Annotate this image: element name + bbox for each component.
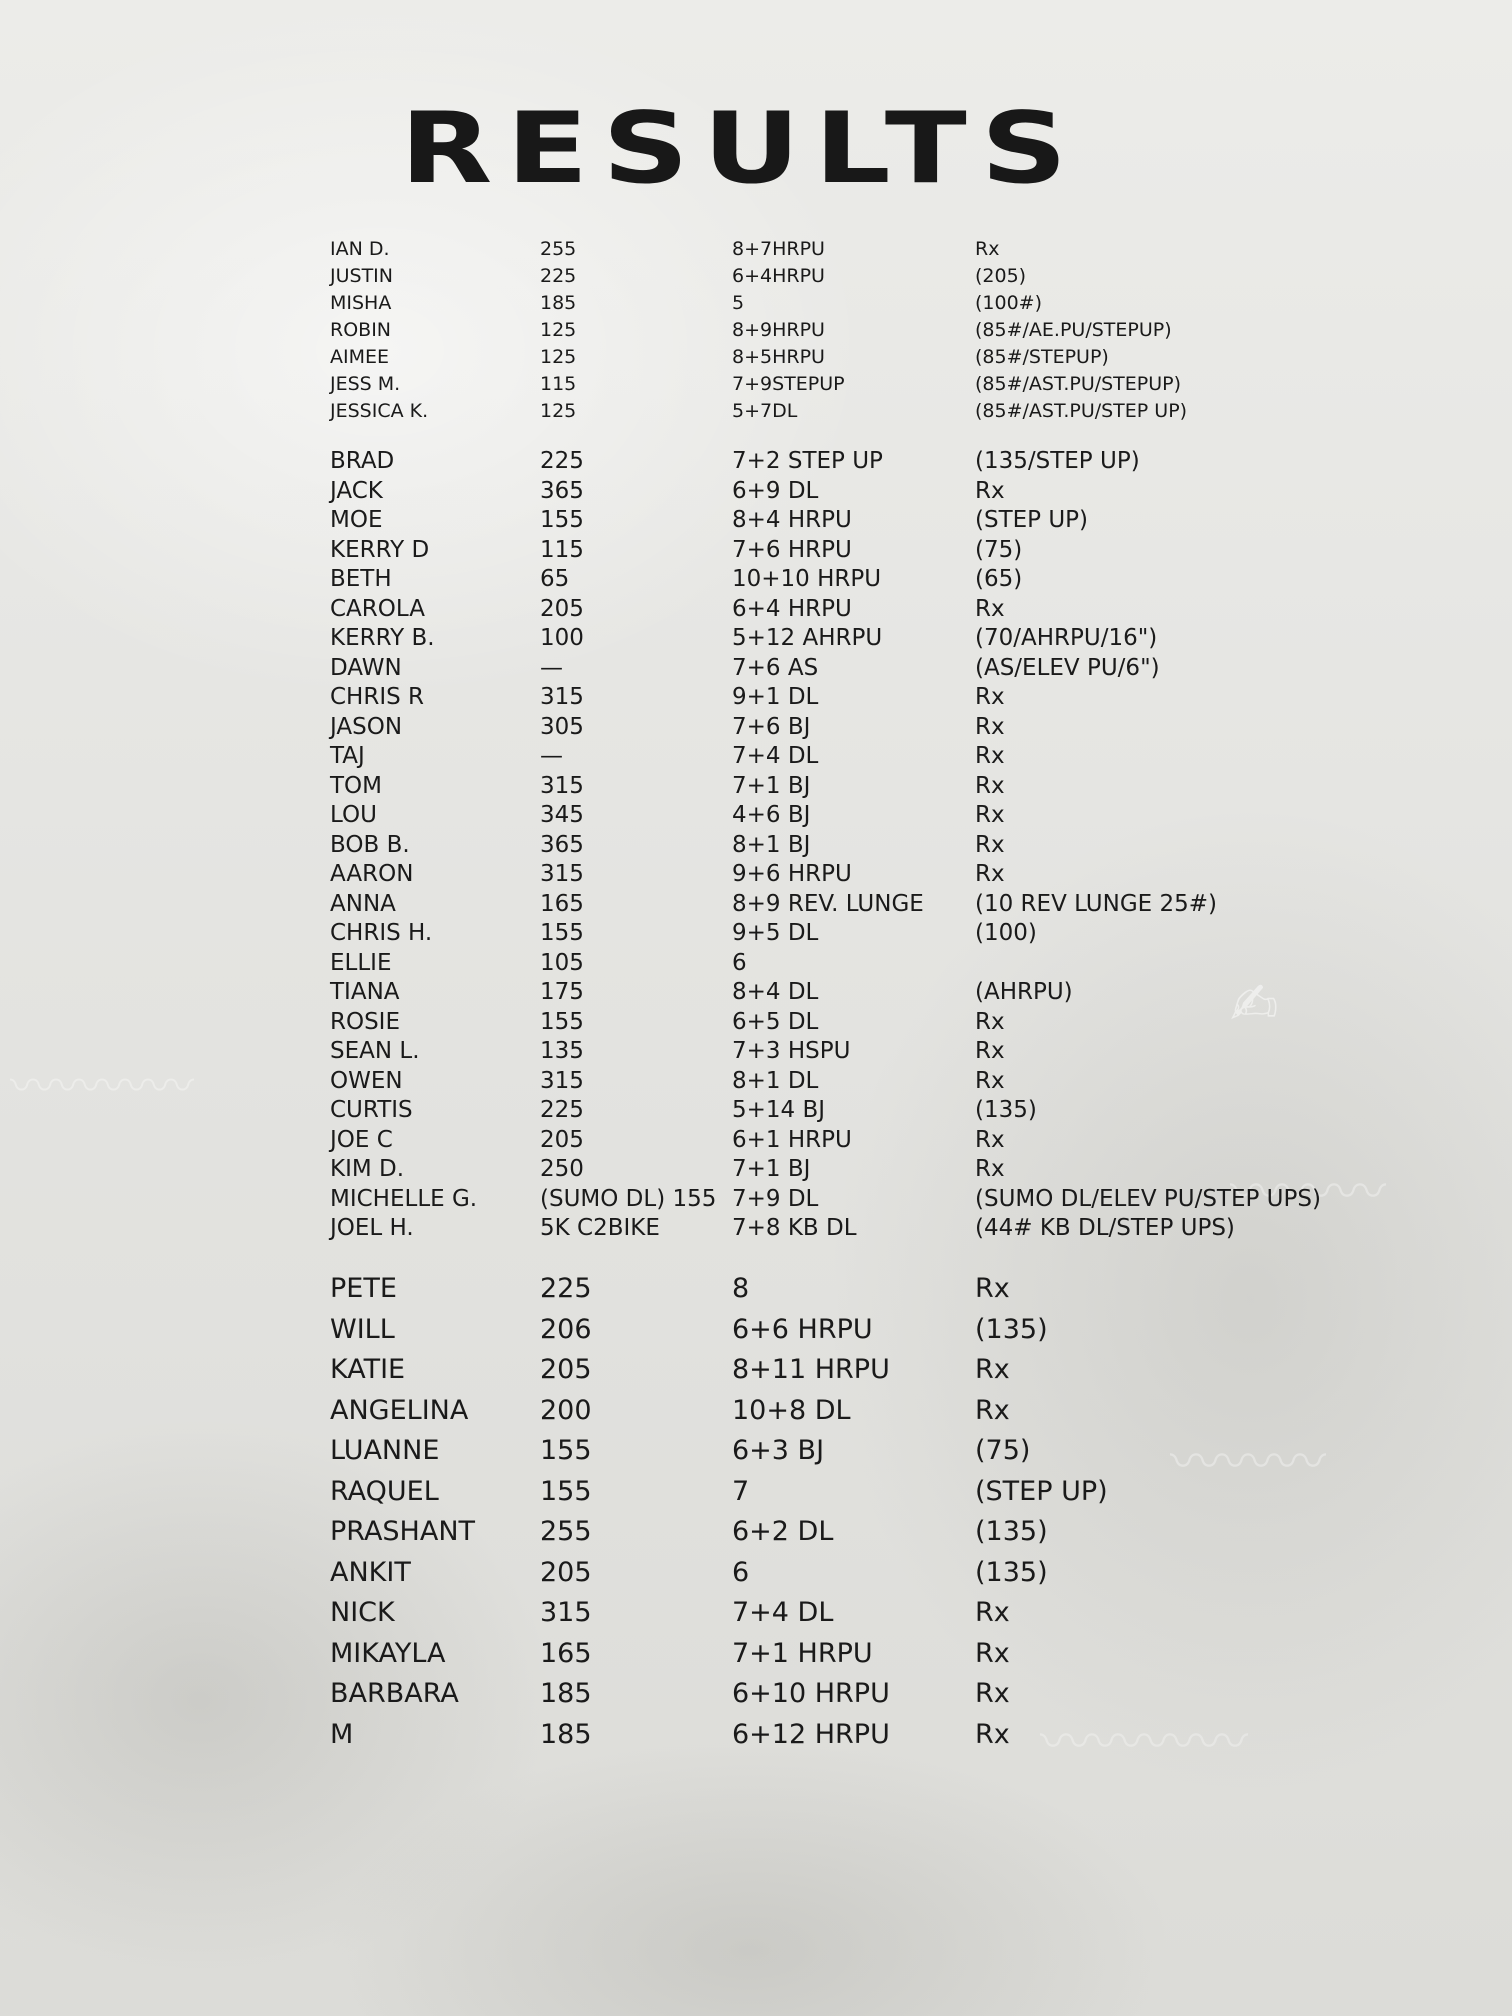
athlete-load: 365	[540, 477, 584, 504]
athlete-name: JUSTIN	[330, 265, 393, 287]
athlete-note: Rx	[975, 1394, 1010, 1426]
result-row	[0, 1719, 1512, 1754]
athlete-load: 115	[540, 373, 577, 395]
athlete-note: (STEP UP)	[975, 507, 1089, 533]
athlete-name: BRAD	[330, 448, 395, 474]
athlete-load: 105	[540, 949, 584, 976]
athlete-name: TOM	[330, 772, 382, 799]
result-row	[0, 773, 1512, 804]
athlete-score: 10+10 HRPU	[732, 566, 882, 592]
result-row	[0, 1186, 1512, 1217]
athlete-name: CURTIS	[330, 1097, 413, 1123]
erased-writing-remnant: 〰〰〰〰	[10, 1059, 194, 1113]
result-row	[0, 891, 1512, 922]
result-row	[0, 346, 1512, 373]
athlete-name: SEAN L.	[330, 1038, 420, 1064]
athlete-name: NICK	[330, 1597, 395, 1628]
athlete-load: 100	[540, 625, 584, 651]
result-row	[0, 478, 1512, 509]
athlete-score: 7+2 STEP UP	[732, 448, 883, 474]
athlete-note: Rx	[975, 1597, 1010, 1628]
athlete-note: (STEP UP)	[975, 1475, 1108, 1507]
athlete-load: 315	[540, 1067, 584, 1094]
result-row	[0, 625, 1512, 656]
athlete-note: Rx	[975, 1718, 1010, 1750]
result-row	[0, 861, 1512, 892]
result-row	[0, 1009, 1512, 1040]
athlete-name: JOE C	[330, 1126, 393, 1153]
athlete-note: Rx	[975, 713, 1005, 740]
athlete-name: CHRIS R	[330, 684, 425, 710]
athlete-note: Rx	[975, 1273, 1010, 1304]
result-row	[0, 537, 1512, 568]
athlete-note: (75)	[975, 536, 1023, 563]
result-row	[0, 373, 1512, 400]
athlete-note: (AS/ELEV PU/6")	[975, 654, 1160, 681]
athlete-name: BARBARA	[330, 1678, 459, 1709]
athlete-name: JOEL H.	[330, 1215, 414, 1241]
athlete-name: JESSICA K.	[330, 400, 429, 422]
result-row	[0, 714, 1512, 745]
athlete-note: Rx	[975, 772, 1005, 799]
result-row	[0, 1038, 1512, 1069]
athlete-score: 9+5 DL	[732, 920, 819, 946]
result-row	[0, 832, 1512, 863]
athlete-load: 205	[540, 595, 584, 622]
athlete-score: 7+1 HRPU	[732, 1637, 873, 1669]
result-row	[0, 655, 1512, 686]
athlete-score: 10+8 DL	[732, 1394, 851, 1426]
athlete-load: —	[540, 743, 563, 769]
athlete-score: 6+10 HRPU	[732, 1678, 890, 1709]
result-row	[0, 238, 1512, 265]
athlete-note: (135)	[975, 1097, 1037, 1123]
athlete-load: 315	[540, 772, 584, 799]
athlete-score: 6+3 BJ	[732, 1435, 825, 1466]
athlete-score: 6+4 HRPU	[732, 595, 852, 622]
athlete-load: 155	[540, 920, 584, 946]
athlete-load: 315	[540, 1597, 592, 1628]
result-row	[0, 1476, 1512, 1511]
result-row	[0, 1097, 1512, 1128]
athlete-name: DAWN	[330, 654, 402, 681]
result-row	[0, 1638, 1512, 1673]
athlete-score: 6+2 DL	[732, 1516, 834, 1547]
athlete-score: 8+1 BJ	[732, 831, 811, 858]
result-row	[0, 920, 1512, 951]
athlete-score: 7+6 AS	[732, 654, 819, 681]
athlete-name: PRASHANT	[330, 1516, 476, 1547]
athlete-score: 7+6 HRPU	[732, 536, 852, 563]
athlete-score: 5	[732, 292, 745, 314]
athlete-load: 305	[540, 713, 584, 740]
result-row	[0, 1127, 1512, 1158]
result-row	[0, 1597, 1512, 1632]
result-row	[0, 1557, 1512, 1592]
athlete-score: 8+7HRPU	[732, 238, 825, 260]
athlete-note: Rx	[975, 831, 1005, 858]
athlete-name: PETE	[330, 1273, 397, 1304]
athlete-load: 255	[540, 238, 577, 260]
athlete-score: 7+3 HSPU	[732, 1038, 851, 1064]
athlete-name: LOU	[330, 802, 377, 828]
athlete-name: CHRIS H.	[330, 920, 433, 946]
athlete-name: BETH	[330, 566, 392, 592]
athlete-name: MIKAYLA	[330, 1637, 446, 1669]
athlete-note: (85#/AST.PU/STEPUP)	[975, 373, 1182, 395]
athlete-note: (100#)	[975, 292, 1043, 314]
athlete-note: Rx	[975, 1126, 1005, 1153]
athlete-load: 205	[540, 1556, 592, 1588]
athlete-load: 165	[540, 890, 584, 917]
athlete-name: ROBIN	[330, 319, 392, 341]
athlete-note: (AHRPU)	[975, 979, 1073, 1005]
athlete-score: 8+11 HRPU	[732, 1354, 890, 1385]
athlete-note: (135)	[975, 1313, 1048, 1345]
athlete-name: M	[330, 1718, 354, 1750]
athlete-note: (135)	[975, 1516, 1048, 1547]
athlete-load: 205	[540, 1354, 592, 1385]
athlete-note: Rx	[975, 477, 1005, 504]
athlete-score: 8+5HRPU	[732, 346, 825, 368]
erased-writing-remnant: 〰〰〰	[1230, 1163, 1387, 1223]
athlete-name: KATIE	[330, 1354, 406, 1385]
athlete-note: Rx	[975, 1678, 1010, 1709]
athlete-load: 255	[540, 1516, 592, 1547]
athlete-score: 6+9 DL	[732, 477, 819, 504]
athlete-score: 7+1 BJ	[732, 772, 811, 799]
result-row	[0, 1068, 1512, 1099]
athlete-name: BOB B.	[330, 831, 410, 858]
athlete-name: AARON	[330, 861, 414, 887]
result-row	[0, 319, 1512, 346]
athlete-name: IAN D.	[330, 238, 390, 260]
athlete-name: MISHA	[330, 292, 392, 314]
athlete-name: ANKIT	[330, 1556, 411, 1588]
athlete-score: 6	[732, 1556, 750, 1588]
athlete-load: 125	[540, 400, 577, 422]
athlete-note: Rx	[975, 861, 1005, 887]
athlete-load: 206	[540, 1313, 592, 1345]
athlete-note: (135/STEP UP)	[975, 448, 1140, 474]
athlete-name: WILL	[330, 1313, 395, 1345]
athlete-load: 125	[540, 346, 577, 368]
athlete-load: 345	[540, 802, 584, 828]
athlete-note: Rx	[975, 238, 1000, 260]
athlete-note: (75)	[975, 1435, 1031, 1466]
athlete-name: JACK	[330, 477, 383, 504]
athlete-load: 315	[540, 861, 584, 887]
result-row	[0, 566, 1512, 597]
athlete-name: AIMEE	[330, 346, 390, 368]
result-row	[0, 743, 1512, 774]
result-row	[0, 1273, 1512, 1308]
erased-writing-remnant: 〰〰〰	[1170, 1433, 1327, 1493]
athlete-load: 155	[540, 1475, 592, 1507]
athlete-score: 8+4 DL	[732, 979, 819, 1005]
athlete-load: 155	[540, 1008, 584, 1035]
athlete-score: 6+1 HRPU	[732, 1126, 852, 1153]
athlete-name: MOE	[330, 507, 383, 533]
result-row	[0, 684, 1512, 715]
athlete-load: 5K C2BIKE	[540, 1215, 660, 1241]
athlete-name: JASON	[330, 713, 403, 740]
athlete-score: 9+6 HRPU	[732, 861, 852, 887]
athlete-load: 225	[540, 1097, 584, 1123]
athlete-note: (44# KB DL/STEP UPS)	[975, 1215, 1235, 1241]
athlete-note: Rx	[975, 1067, 1005, 1094]
result-row	[0, 507, 1512, 538]
result-row	[0, 950, 1512, 981]
athlete-note: Rx	[975, 1156, 1005, 1182]
board-title: RESULTS	[400, 91, 1082, 206]
result-row	[0, 802, 1512, 833]
result-row	[0, 1678, 1512, 1713]
athlete-name: ELLIE	[330, 949, 392, 976]
athlete-load: 250	[540, 1156, 584, 1182]
athlete-name: OWEN	[330, 1067, 403, 1094]
athlete-note: (85#/STEPUP)	[975, 346, 1109, 368]
athlete-score: 8+4 HRPU	[732, 507, 852, 533]
athlete-load: 225	[540, 265, 577, 287]
athlete-score: 7+8 KB DL	[732, 1215, 857, 1241]
athlete-note: Rx	[975, 1038, 1005, 1064]
athlete-load: 225	[540, 1273, 592, 1304]
athlete-name: TIANA	[330, 979, 400, 1005]
athlete-note: (70/AHRPU/16")	[975, 625, 1158, 651]
athlete-load: 65	[540, 566, 570, 592]
athlete-note: (10 REV LUNGE 25#)	[975, 890, 1217, 917]
athlete-note: Rx	[975, 802, 1005, 828]
athlete-note: (65)	[975, 566, 1023, 592]
athlete-score: 5+7DL	[732, 400, 798, 422]
athlete-name: KERRY B.	[330, 625, 435, 651]
result-row	[0, 1395, 1512, 1430]
athlete-score: 7	[732, 1475, 750, 1507]
athlete-note: (SUMO DL/ELEV PU/STEP UPS)	[975, 1185, 1321, 1212]
athlete-score: 7+4 DL	[732, 1597, 834, 1628]
result-row	[0, 1215, 1512, 1246]
athlete-name: ROSIE	[330, 1008, 400, 1035]
athlete-note: (205)	[975, 265, 1027, 287]
result-row	[0, 1354, 1512, 1389]
athlete-score: 6+4HRPU	[732, 265, 825, 287]
result-row	[0, 292, 1512, 319]
athlete-name: RAQUEL	[330, 1475, 439, 1507]
athlete-score: 6+6 HRPU	[732, 1313, 873, 1345]
result-row	[0, 979, 1512, 1010]
athlete-load: 125	[540, 319, 577, 341]
athlete-score: 5+12 AHRPU	[732, 625, 883, 651]
athlete-score: 7+1 BJ	[732, 1156, 811, 1182]
result-row	[0, 1516, 1512, 1551]
athlete-load: (SUMO DL) 155	[540, 1185, 717, 1212]
athlete-note: Rx	[975, 1008, 1005, 1035]
result-row	[0, 400, 1512, 427]
athlete-score: 7+9 DL	[732, 1185, 819, 1212]
result-row	[0, 1435, 1512, 1470]
athlete-name: KERRY D	[330, 536, 430, 563]
erased-writing-remnant: ✍	[1230, 970, 1279, 1038]
athlete-score: 8+9HRPU	[732, 319, 825, 341]
athlete-load: 165	[540, 1637, 592, 1669]
result-row	[0, 448, 1512, 479]
athlete-load: 185	[540, 292, 577, 314]
athlete-name: JESS M.	[330, 373, 401, 395]
athlete-note: Rx	[975, 595, 1005, 622]
erased-writing-remnant: 〰〰〰〰	[1040, 1713, 1249, 1773]
athlete-note: Rx	[975, 1637, 1010, 1669]
athlete-load: 200	[540, 1394, 592, 1426]
athlete-load: —	[540, 654, 563, 681]
athlete-note: (85#/AE.PU/STEPUP)	[975, 319, 1172, 341]
athlete-load: 205	[540, 1126, 584, 1153]
athlete-note: (85#/AST.PU/STEP UP)	[975, 400, 1188, 422]
athlete-note: Rx	[975, 743, 1005, 769]
athlete-load: 135	[540, 1038, 584, 1064]
athlete-note: Rx	[975, 684, 1005, 710]
athlete-name: TAJ	[330, 743, 365, 769]
athlete-name: MICHELLE G.	[330, 1185, 478, 1212]
athlete-name: CAROLA	[330, 595, 425, 622]
athlete-score: 7+4 DL	[732, 743, 819, 769]
athlete-name: ANNA	[330, 890, 396, 917]
athlete-load: 155	[540, 1435, 592, 1466]
athlete-note: (100)	[975, 920, 1037, 946]
athlete-name: ANGELINA	[330, 1394, 469, 1426]
athlete-load: 185	[540, 1678, 592, 1709]
result-row	[0, 1314, 1512, 1349]
athlete-score: 8+1 DL	[732, 1067, 819, 1094]
result-row	[0, 265, 1512, 292]
athlete-score: 7+9STEPUP	[732, 373, 845, 395]
athlete-load: 175	[540, 979, 584, 1005]
athlete-score: 7+6 BJ	[732, 713, 811, 740]
result-row	[0, 596, 1512, 627]
athlete-load: 115	[540, 536, 584, 563]
athlete-load: 365	[540, 831, 584, 858]
athlete-load: 155	[540, 507, 584, 533]
athlete-score: 8	[732, 1273, 750, 1304]
athlete-score: 5+14 BJ	[732, 1097, 826, 1123]
athlete-score: 6	[732, 949, 747, 976]
athlete-note: Rx	[975, 1354, 1010, 1385]
result-row	[0, 1156, 1512, 1187]
athlete-name: KIM D.	[330, 1156, 405, 1182]
athlete-load: 185	[540, 1718, 592, 1750]
athlete-note: (135)	[975, 1556, 1048, 1588]
athlete-load: 315	[540, 684, 584, 710]
athlete-score: 9+1 DL	[732, 684, 819, 710]
athlete-score: 6+5 DL	[732, 1008, 819, 1035]
athlete-name: LUANNE	[330, 1435, 440, 1466]
athlete-score: 8+9 REV. LUNGE	[732, 890, 924, 917]
athlete-score: 4+6 BJ	[732, 802, 811, 828]
athlete-load: 225	[540, 448, 584, 474]
athlete-score: 6+12 HRPU	[732, 1718, 890, 1750]
